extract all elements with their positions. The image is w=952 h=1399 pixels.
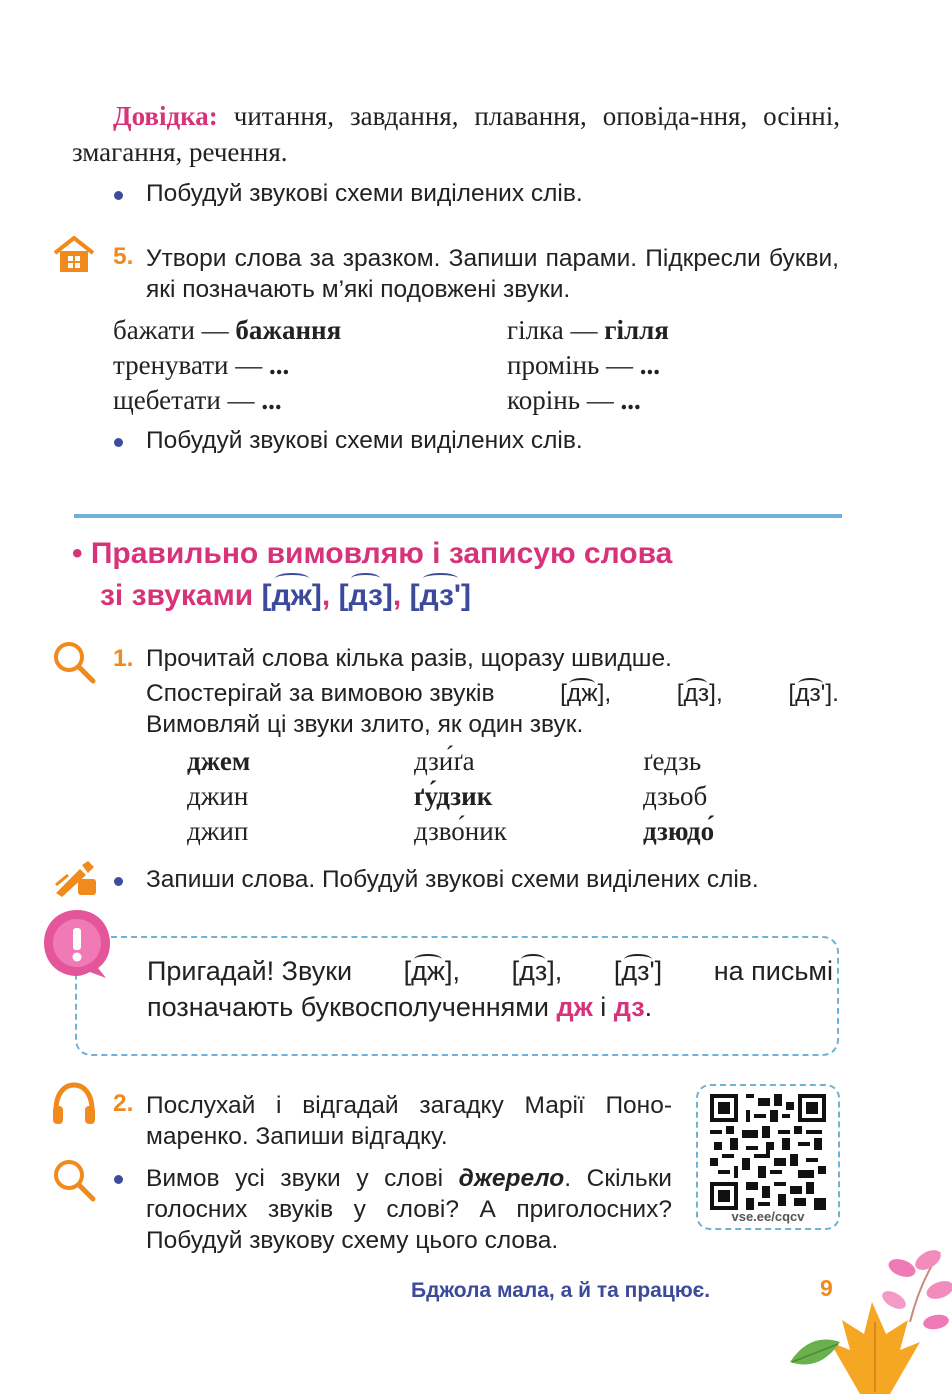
qr-code-box[interactable] [696, 1084, 840, 1230]
sound-dzh: [ дж] [262, 579, 322, 612]
exclamation-icon [40, 906, 114, 980]
task2-bullet-text: Вимов усі звуки у слові джерело. Скільки голосних звуків у слові? А приголосних? Побудуй звукову схему цього слова. [146, 1165, 672, 1254]
bullet-dot [114, 438, 123, 447]
page-number: 9 [820, 1275, 833, 1301]
autumn-leaves-decoration [790, 1242, 952, 1394]
reference-label: Довідка: [113, 101, 218, 131]
task1-bullet-text: Запиши слова. Побудуй звукові схеми виділених слів. [146, 866, 759, 893]
remember-line1: Пригадай! Звуки [ дж], [ дз], [ дз'] на письмі [147, 956, 833, 986]
pair-row: бажати — бажання [113, 315, 342, 345]
headphones-icon [50, 1080, 98, 1126]
footer-proverb: Бджола мала, а й та працює. [411, 1279, 711, 1302]
reference-block [72, 98, 840, 170]
task1-number: 1. [113, 645, 134, 672]
bullet-dot [114, 877, 123, 886]
pair-row: гілка — гілля [507, 315, 669, 345]
task5-bullet-text: Побудуй звукові схеми виділених слів. [146, 427, 583, 454]
pair-row: промінь — ... [507, 350, 661, 380]
task5-right-pairs [507, 313, 669, 418]
task5-left-pairs [113, 313, 341, 418]
task2-number: 2. [113, 1090, 134, 1117]
magnifier-icon [52, 1158, 96, 1202]
task2-text: Послухай і відгадай загадку Марії Поно- маренко. Запиши відгадку. [146, 1092, 672, 1150]
writing-hand-icon [52, 857, 98, 897]
qr-code-icon [710, 1094, 826, 1210]
home-icon [52, 236, 96, 274]
section-heading: • Правильно вимовляю і записую слова зі звуками [ дж], [ дз], [ дз'] [72, 537, 673, 612]
bullet-dot [114, 1175, 123, 1184]
heading-line1: Правильно вимовляю і записую слова [90, 537, 673, 570]
pair-row: корінь — ... [507, 385, 641, 415]
reference-text: читання, завдання, плавання, оповіда-ння, осінні, змагання, речення. [72, 101, 840, 167]
sound-dz: [ дз] [339, 579, 393, 612]
word-column-2: дзи́ґа ґу́дзик дзво́ник [414, 746, 507, 846]
task4-bullet-text: Побудуй звукові схеми виділених слів. [146, 180, 583, 207]
word-column-3: ґедзь дзьоб дзюдо́ [643, 746, 715, 846]
magnifier-icon [52, 640, 96, 684]
bullet-dot [114, 191, 123, 200]
heading-bullet: • [72, 537, 83, 570]
task5-number: 5. [113, 243, 134, 270]
task5-text: Утвори слова за зразком. Запиши парами. Підкресли букви, які позначають м’які подовжені звуки. [146, 245, 839, 303]
qr-label: vse.ee/cqcv [731, 1209, 805, 1224]
heading-line2: зі звуками [100, 579, 254, 612]
word-column-1: джем джин джип [187, 746, 251, 846]
sound-dz-soft: [ дз'] [410, 579, 471, 612]
remember-line2: позначають буквосполученнями дж і дз. [147, 992, 653, 1022]
pair-row: тренувати — ... [113, 350, 290, 380]
task1-line3: Вимовляй ці звуки злито, як один звук. [146, 711, 584, 738]
section-divider [74, 514, 842, 518]
task1-line2: Спостерігай за вимовою звуків [ дж], [ дз], [ дз']. [146, 680, 839, 707]
task1-line1: Прочитай слова кілька разів, щоразу швидше. [146, 645, 672, 672]
pair-row: щебетати — ... [113, 385, 282, 415]
